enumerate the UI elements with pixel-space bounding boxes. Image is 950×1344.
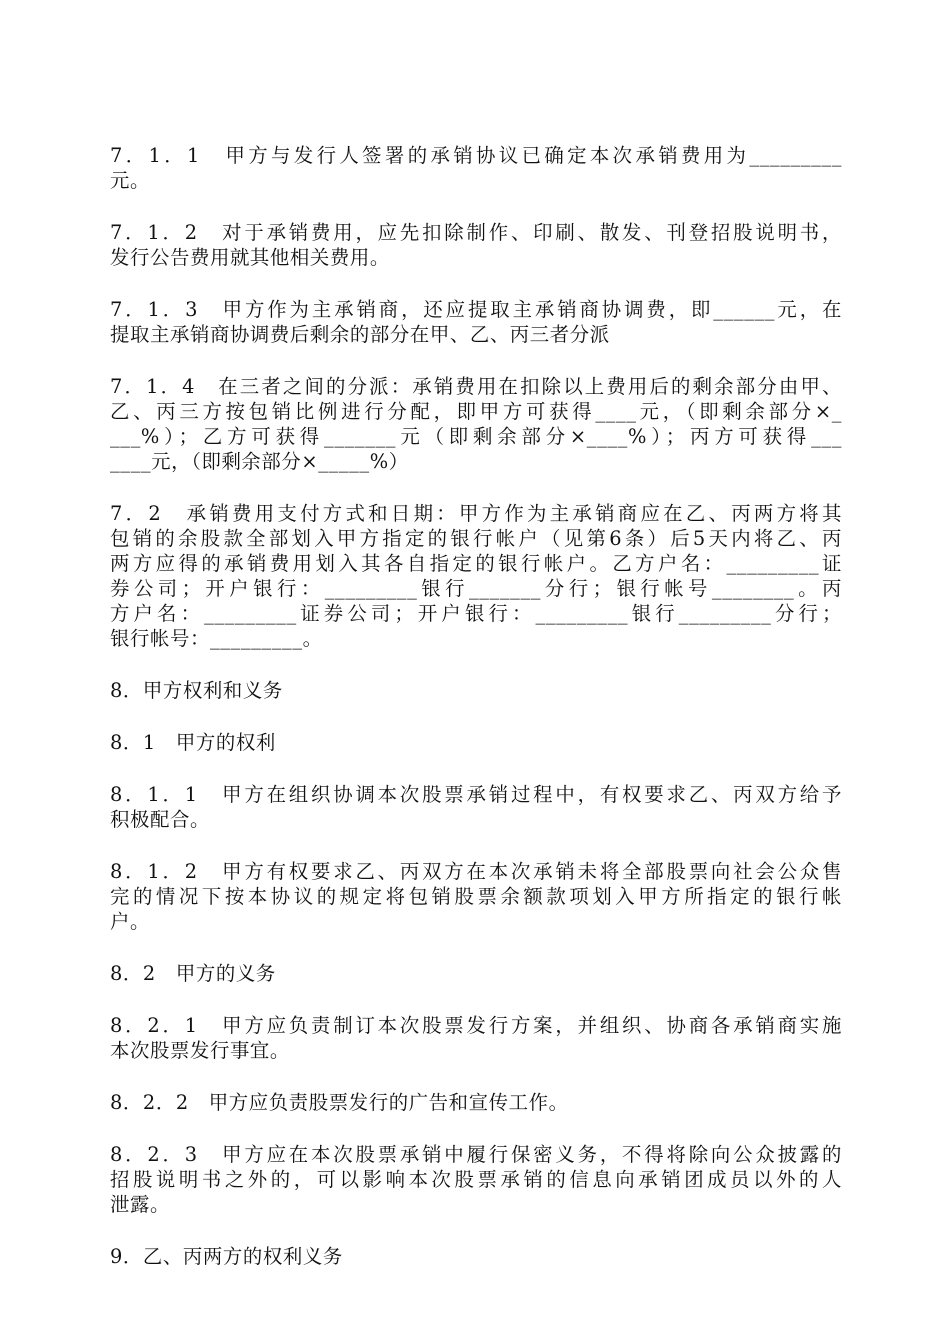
- text-line: 两方应得的承销费用划入其各自指定的银行帐户。乙方户名：_________证: [110, 552, 842, 575]
- text-line: ____元，（即剩余部分×_____%）: [110, 450, 409, 473]
- text-line: 券公司；开户银行：_________银行_______分行；银行帐号________。丙: [110, 577, 842, 600]
- text-line: 提取主承销商协调费后剩余的部分在甲、乙、丙三者分派: [110, 323, 610, 346]
- paragraph: [110, 782, 842, 832]
- text-line: 银行帐号：_________。: [110, 627, 323, 650]
- text-line: 8．2．3 甲方应在本次股票承销中履行保密义务，不得将除向公众披露的: [110, 1143, 842, 1166]
- paragraph: [110, 1013, 842, 1063]
- paragraph: [110, 678, 842, 703]
- text-line: 9．乙、丙两方的权利义务: [110, 1245, 343, 1268]
- paragraph: [110, 730, 842, 755]
- paragraph: [110, 961, 842, 986]
- text-line: 7．1．2 对于承销费用，应先扣除制作、印刷、散发、刊登招股说明书，: [110, 221, 842, 244]
- text-line: 8．1．1 甲方在组织协调本次股票承销过程中，有权要求乙、丙双方给予: [110, 783, 842, 806]
- paragraph: [110, 859, 842, 934]
- document-body: [110, 143, 842, 1296]
- text-line: 7．1．1 甲方与发行人签署的承销协议已确定本次承销费用为_________: [110, 144, 842, 167]
- paragraph: [110, 374, 842, 474]
- text-line: 包销的余股款全部划入甲方指定的银行帐户（见第6条）后5天内将乙、丙: [110, 527, 842, 550]
- text-line: 8．2．1 甲方应负责制订本次股票发行方案，并组织、协商各承销商实施: [110, 1014, 842, 1037]
- text-line: 泄露。: [110, 1193, 170, 1216]
- paragraph: [110, 220, 842, 270]
- text-line: 7．1．3 甲方作为主承销商，还应提取主承销商协调费，即______元，在: [110, 298, 842, 321]
- paragraph: [110, 1142, 842, 1217]
- text-line: 7．2 承销费用支付方式和日期：甲方作为主承销商应在乙、丙两方将其: [110, 502, 842, 525]
- text-line: ___%）；乙方可获得_______元（即剩余部分×____%）；丙方可获得___: [110, 425, 842, 448]
- paragraph: [110, 297, 842, 347]
- text-line: 招股说明书之外的，可以影响本次股票承销的信息向承销团成员以外的人: [110, 1168, 842, 1191]
- text-line: 8．2 甲方的义务: [110, 962, 276, 985]
- text-line: 元。: [110, 169, 150, 192]
- text-line: 8．2．2 甲方应负责股票发行的广告和宣传工作。: [110, 1091, 569, 1114]
- paragraph: [110, 1090, 842, 1115]
- text-line: 方户名：_________证券公司；开户银行：_________银行_________分行；: [110, 602, 842, 625]
- paragraph: [110, 501, 842, 651]
- text-line: 乙、丙三方按包销比例进行分配，即甲方可获得____元，（即剩余部分×_: [110, 400, 842, 423]
- text-line: 8．1 甲方的权利: [110, 731, 276, 754]
- text-line: 发行公告费用就其他相关费用。: [110, 246, 390, 269]
- text-line: 户。: [110, 910, 150, 933]
- text-line: 8．1．2 甲方有权要求乙、丙双方在本次承销未将全部股票向社会公众售: [110, 860, 842, 883]
- paragraph: [110, 1244, 842, 1269]
- text-line: 完的情况下按本协议的规定将包销股票余额款项划入甲方所指定的银行帐: [110, 885, 842, 908]
- text-line: 积极配合。: [110, 808, 210, 831]
- text-line: 8．甲方权利和义务: [110, 679, 283, 702]
- paragraph: [110, 143, 842, 193]
- text-line: 本次股票发行事宜。: [110, 1039, 290, 1062]
- text-line: 7．1．4 在三者之间的分派：承销费用在扣除以上费用后的剩余部分由甲、: [110, 375, 842, 398]
